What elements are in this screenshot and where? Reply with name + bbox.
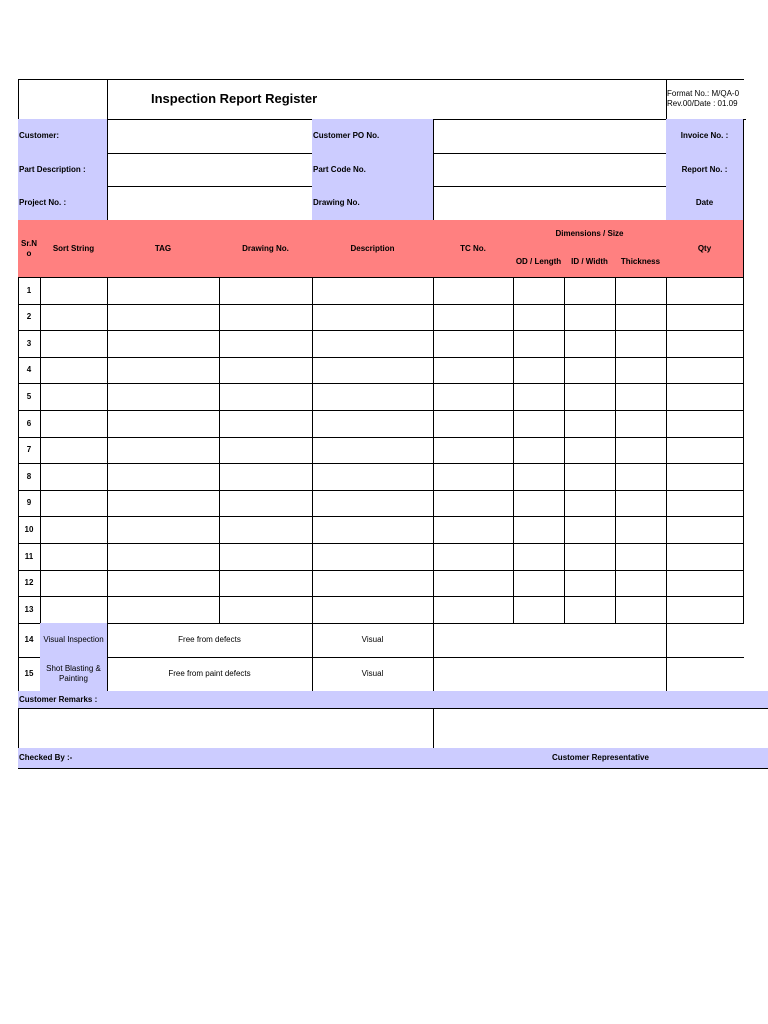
cell-tc-no[interactable] — [433, 330, 514, 358]
cell-tag[interactable] — [107, 304, 220, 331]
customer-value[interactable] — [107, 119, 313, 154]
drawing-no-value[interactable] — [433, 186, 667, 221]
cell-qty[interactable] — [666, 304, 744, 331]
row-number: 7 — [18, 437, 41, 464]
cell-description[interactable] — [312, 330, 434, 358]
cell-tag[interactable] — [107, 516, 220, 544]
row-number: 6 — [18, 410, 41, 438]
cell-thickness[interactable] — [615, 570, 667, 597]
row-15-number: 15 — [18, 657, 41, 692]
cell-tc-no[interactable] — [433, 437, 514, 464]
cell-tag[interactable] — [107, 330, 220, 358]
cell-tag[interactable] — [107, 490, 220, 517]
cell-sort-string[interactable] — [40, 570, 108, 597]
cell-thickness[interactable] — [615, 463, 667, 491]
row-14-method: Visual — [312, 623, 434, 658]
cell-od-length[interactable] — [513, 330, 565, 358]
cell-description[interactable] — [312, 277, 434, 305]
cell-tag[interactable] — [107, 383, 220, 411]
col-header-od-length: OD / Length — [513, 247, 565, 278]
row-number: 4 — [18, 357, 41, 384]
cell-description[interactable] — [312, 570, 434, 597]
report-title: Inspection Report Register — [107, 79, 667, 120]
cell-drawing-no[interactable] — [219, 304, 313, 331]
cell-description[interactable] — [312, 463, 434, 491]
cell-drawing-no[interactable] — [219, 330, 313, 358]
cell-sort-string[interactable] — [40, 304, 108, 331]
row-14-number: 14 — [18, 623, 41, 658]
cell-sort-string[interactable] — [40, 516, 108, 544]
col-header-sr-no: Sr.N o — [18, 220, 41, 278]
cell-description[interactable] — [312, 357, 434, 384]
row-number: 13 — [18, 596, 41, 624]
cell-drawing-no[interactable] — [219, 490, 313, 517]
cell-drawing-no[interactable] — [219, 383, 313, 411]
cell-sort-string[interactable] — [40, 490, 108, 517]
part-description-value[interactable] — [107, 153, 313, 187]
cell-qty[interactable] — [666, 570, 744, 597]
row-number: 2 — [18, 304, 41, 331]
cell-tag[interactable] — [107, 596, 220, 624]
cell-qty[interactable] — [666, 490, 744, 517]
cell-id-width[interactable] — [564, 516, 616, 544]
cell-od-length[interactable] — [513, 437, 565, 464]
cell-thickness[interactable] — [615, 304, 667, 331]
cell-tc-no[interactable] — [433, 383, 514, 411]
row-14-result[interactable] — [433, 623, 667, 658]
row-15-item: Shot Blasting & Painting — [40, 657, 108, 692]
row-number: 11 — [18, 543, 41, 571]
cell-qty[interactable] — [666, 596, 744, 624]
part-description-label: Part Description : — [18, 153, 108, 187]
part-code-label: Part Code No. — [312, 153, 434, 187]
col-header-tc-no: TC No. — [433, 220, 514, 278]
cell-thickness[interactable] — [615, 516, 667, 544]
customer-remarks-area[interactable] — [433, 708, 744, 749]
cell-sort-string[interactable] — [40, 463, 108, 491]
cell-od-length[interactable] — [513, 304, 565, 331]
cell-id-width[interactable] — [564, 543, 616, 571]
report-no-label: Report No. : — [666, 153, 744, 187]
cell-id-width[interactable] — [564, 437, 616, 464]
cell-drawing-no[interactable] — [219, 357, 313, 384]
cell-sort-string[interactable] — [40, 383, 108, 411]
cell-od-length[interactable] — [513, 383, 565, 411]
row-number: 10 — [18, 516, 41, 544]
cell-thickness[interactable] — [615, 543, 667, 571]
col-header-qty: Qty — [666, 220, 744, 278]
cell-description[interactable] — [312, 410, 434, 438]
format-info — [666, 79, 746, 120]
row-14-qty[interactable] — [666, 623, 744, 658]
cell-description[interactable] — [312, 437, 434, 464]
row-14-item: Visual Inspection — [40, 623, 108, 658]
row-number: 9 — [18, 490, 41, 517]
cell-id-width[interactable] — [564, 410, 616, 438]
cell-thickness[interactable] — [615, 437, 667, 464]
cell-sort-string[interactable] — [40, 277, 108, 305]
cell-sort-string[interactable] — [40, 330, 108, 358]
cell-od-length[interactable] — [513, 410, 565, 438]
cell-tag[interactable] — [107, 277, 220, 305]
cell-sort-string[interactable] — [40, 437, 108, 464]
cell-tc-no[interactable] — [433, 516, 514, 544]
row-15-result[interactable] — [433, 657, 667, 692]
cell-drawing-no[interactable] — [219, 516, 313, 544]
cell-id-width[interactable] — [564, 357, 616, 384]
cell-sort-string[interactable] — [40, 596, 108, 624]
project-no-label: Project No. : — [18, 186, 108, 221]
invoice-no-label: Invoice No. : — [666, 119, 744, 154]
cell-drawing-no[interactable] — [219, 463, 313, 491]
cell-od-length[interactable] — [513, 516, 565, 544]
cell-id-width[interactable] — [564, 596, 616, 624]
customer-remarks-label: Customer Remarks : — [18, 691, 768, 709]
row-number: 5 — [18, 383, 41, 411]
date-label: Date — [666, 186, 744, 221]
cell-thickness[interactable] — [615, 490, 667, 517]
checked-by-remarks-area[interactable] — [18, 708, 434, 749]
checked-by-label: Checked By :- — [18, 748, 434, 769]
cell-drawing-no[interactable] — [219, 596, 313, 624]
cell-od-length[interactable] — [513, 596, 565, 624]
row-15-method: Visual — [312, 657, 434, 692]
drawing-no-label: Drawing No. — [312, 186, 434, 221]
cell-sort-string[interactable] — [40, 543, 108, 571]
cell-tc-no[interactable] — [433, 570, 514, 597]
cell-id-width[interactable] — [564, 277, 616, 305]
cell-description[interactable] — [312, 304, 434, 331]
cell-id-width[interactable] — [564, 570, 616, 597]
project-no-value[interactable] — [107, 186, 313, 221]
cell-qty[interactable] — [666, 330, 744, 358]
cell-tag[interactable] — [107, 463, 220, 491]
cell-description[interactable] — [312, 543, 434, 571]
row-number: 3 — [18, 330, 41, 358]
cell-thickness[interactable] — [615, 383, 667, 411]
cell-tag[interactable] — [107, 437, 220, 464]
cell-tc-no[interactable] — [433, 410, 514, 438]
cell-drawing-no[interactable] — [219, 277, 313, 305]
cell-id-width[interactable] — [564, 463, 616, 491]
cell-qty[interactable] — [666, 516, 744, 544]
logo-cell — [18, 79, 108, 120]
revision-date: Rev.00/Date : 01.09 — [667, 99, 738, 108]
format-number: Format No.: M/QA-0 — [667, 89, 740, 98]
cell-id-width[interactable] — [564, 304, 616, 331]
cell-description[interactable] — [312, 596, 434, 624]
cell-drawing-no[interactable] — [219, 410, 313, 438]
row-number: 1 — [18, 277, 41, 305]
cell-sort-string[interactable] — [40, 410, 108, 438]
customer-representative-label: Customer Representative — [433, 748, 768, 769]
cell-drawing-no[interactable] — [219, 570, 313, 597]
customer-po-label: Customer PO No. — [312, 119, 434, 154]
row-number: 8 — [18, 463, 41, 491]
cell-drawing-no[interactable] — [219, 437, 313, 464]
cell-tc-no[interactable] — [433, 277, 514, 305]
cell-od-length[interactable] — [513, 277, 565, 305]
cell-od-length[interactable] — [513, 463, 565, 491]
cell-sort-string[interactable] — [40, 357, 108, 384]
cell-qty[interactable] — [666, 410, 744, 438]
part-code-value[interactable] — [433, 153, 667, 187]
cell-tc-no[interactable] — [433, 490, 514, 517]
cell-thickness[interactable] — [615, 410, 667, 438]
cell-od-length[interactable] — [513, 570, 565, 597]
col-header-thickness: Thickness — [615, 247, 667, 278]
cell-tc-no[interactable] — [433, 543, 514, 571]
cell-thickness[interactable] — [615, 357, 667, 384]
cell-tc-no[interactable] — [433, 463, 514, 491]
col-header-dimensions: Dimensions / Size — [513, 220, 667, 248]
customer-label: Customer: — [18, 119, 108, 154]
cell-tc-no[interactable] — [433, 357, 514, 384]
cell-qty[interactable] — [666, 437, 744, 464]
row-number: 12 — [18, 570, 41, 597]
cell-tc-no[interactable] — [433, 304, 514, 331]
cell-id-width[interactable] — [564, 383, 616, 411]
cell-id-width[interactable] — [564, 490, 616, 517]
cell-qty[interactable] — [666, 383, 744, 411]
cell-drawing-no[interactable] — [219, 543, 313, 571]
row-15-qty[interactable] — [666, 657, 744, 692]
col-header-drawing-no: Drawing No. — [219, 220, 313, 278]
cell-qty[interactable] — [666, 357, 744, 384]
cell-description[interactable] — [312, 490, 434, 517]
cell-description[interactable] — [312, 383, 434, 411]
col-header-tag: TAG — [107, 220, 220, 278]
cell-tag[interactable] — [107, 410, 220, 438]
cell-id-width[interactable] — [564, 330, 616, 358]
customer-po-value[interactable] — [433, 119, 667, 154]
cell-od-length[interactable] — [513, 490, 565, 517]
row-14-criteria: Free from defects — [107, 623, 313, 658]
col-header-description: Description — [312, 220, 434, 278]
cell-thickness[interactable] — [615, 330, 667, 358]
cell-qty[interactable] — [666, 543, 744, 571]
cell-od-length[interactable] — [513, 543, 565, 571]
col-header-sort-string: Sort String — [40, 220, 108, 278]
cell-thickness[interactable] — [615, 277, 667, 305]
cell-description[interactable] — [312, 516, 434, 544]
cell-thickness[interactable] — [615, 596, 667, 624]
cell-od-length[interactable] — [513, 357, 565, 384]
cell-qty[interactable] — [666, 277, 744, 305]
row-15-criteria: Free from paint defects — [107, 657, 313, 692]
cell-tc-no[interactable] — [433, 596, 514, 624]
cell-tag[interactable] — [107, 570, 220, 597]
cell-tag[interactable] — [107, 357, 220, 384]
cell-qty[interactable] — [666, 463, 744, 491]
col-header-id-width: ID / Width — [564, 247, 616, 278]
cell-tag[interactable] — [107, 543, 220, 571]
